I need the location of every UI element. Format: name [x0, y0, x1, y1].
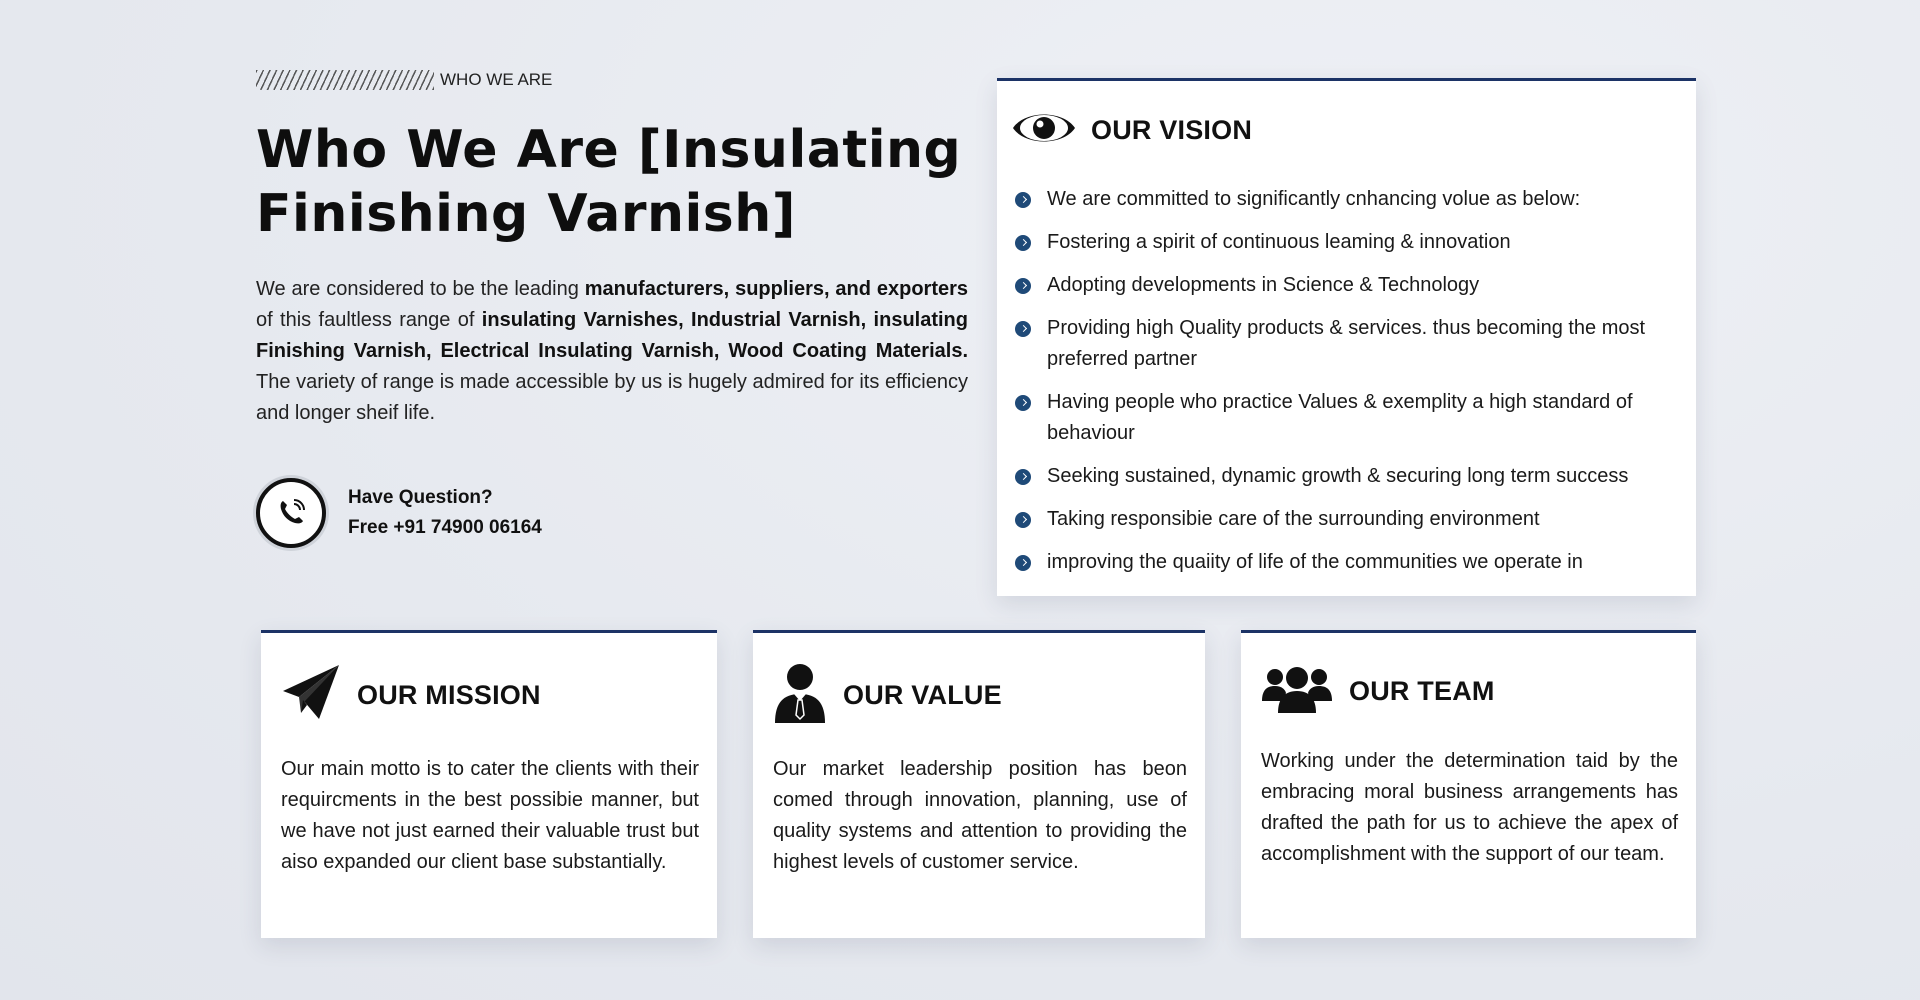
chevron-right-icon — [1015, 278, 1031, 294]
vision-item-text: Seeking sustained, dynamic growth & securing long term success — [1047, 465, 1629, 487]
contact-text — [348, 487, 542, 539]
vision-item-text: Providing high Quality products & services. thus becoming the most preferred partner — [1047, 317, 1646, 370]
title-line-2: Finishing Varnish] — [256, 184, 797, 244]
chevron-right-icon — [1015, 235, 1031, 251]
team-title: OUR TEAM — [1349, 676, 1495, 706]
list-item — [1011, 313, 1678, 375]
chevron-right-icon — [1015, 512, 1031, 528]
chevron-right-icon — [1015, 395, 1031, 411]
list-item — [1011, 184, 1678, 215]
chevron-right-icon — [1015, 469, 1031, 485]
team-header — [1261, 663, 1678, 720]
value-text: Our market leadership position has beon comed through innovation, planning, use of quality systems and attention to providing the highest levels of customer service. — [773, 758, 1187, 873]
value-card — [753, 630, 1205, 938]
value-header — [773, 663, 1187, 728]
eyebrow-label: WHO WE ARE — [440, 70, 553, 89]
eye-icon — [1011, 105, 1077, 156]
value-title: OUR VALUE — [843, 680, 1002, 710]
page-title — [256, 118, 968, 246]
list-item — [1011, 387, 1678, 449]
list-item — [1011, 270, 1678, 301]
vision-item-text: Fostering a spirit of continuous leaming & innovation — [1047, 231, 1511, 253]
intro-text-1: We are considered to be the leading — [256, 278, 585, 300]
list-item — [1011, 547, 1678, 578]
mission-header — [281, 663, 699, 728]
intro-bold-1: manufacturers, suppliers, and exporters — [584, 278, 969, 300]
chevron-right-icon — [1015, 555, 1031, 571]
users-icon — [1261, 663, 1333, 720]
vision-item-text: Taking responsibie care of the surrounding environment — [1047, 508, 1540, 530]
contact-block[interactable] — [256, 478, 542, 548]
mission-text: Our main motto is to cater the clients with their requircments in the best possibie manner, but we have not just earned their valuable trust but aiso expanded our client base substantially. — [281, 758, 699, 873]
intro-bold-2: insulating Varnishes, Industrial Varnish, insulating Finishing Varnish, Electrical Insulating Varnish, Wood Coating Materials. — [256, 309, 968, 362]
vision-item-text: Adopting developments in Science & Technology — [1047, 274, 1480, 296]
intro-text-3: The variety of range is made accessible by us is hugely admired for its efficiency and longer sheif life. — [256, 371, 968, 424]
vision-item-text: We are committed to significantly cnhancing volue as below: — [1047, 188, 1581, 210]
intro-section — [256, 70, 969, 538]
intro-text-2: of this faultless range of — [256, 309, 482, 331]
vision-list — [1011, 184, 1678, 578]
vision-item-text: Having people who practice Values & exemplity a high standard of behaviour — [1047, 391, 1633, 444]
hatch-decoration — [256, 70, 434, 90]
chevron-right-icon — [1015, 321, 1031, 337]
list-item — [1011, 504, 1678, 535]
list-item — [1011, 461, 1678, 492]
intro-paragraph — [256, 274, 968, 429]
vision-item-text: improving the quaiity of life of the communities we operate in — [1047, 551, 1583, 573]
vision-card — [997, 78, 1696, 596]
team-text: Working under the determination taid by the embracing moral business arrangements has drafted the path for us to achieve the apex of accomplishment with the support of our team. — [1261, 750, 1678, 865]
phone-number[interactable]: Free +91 74900 06164 — [348, 517, 542, 538]
list-item — [1011, 227, 1678, 258]
businessman-icon — [773, 663, 827, 728]
vision-title: OUR VISION — [1091, 115, 1253, 145]
mission-title: OUR MISSION — [357, 680, 541, 710]
phone-icon[interactable] — [256, 478, 326, 548]
vision-header — [1011, 105, 1678, 156]
paper-plane-icon — [281, 663, 341, 728]
question-title: Have Question? — [348, 487, 493, 508]
title-line-1: Who We Are [Insulating — [256, 120, 962, 180]
mission-card — [261, 630, 717, 938]
chevron-right-icon — [1015, 192, 1031, 208]
eyebrow — [256, 70, 968, 90]
team-card — [1241, 630, 1696, 938]
